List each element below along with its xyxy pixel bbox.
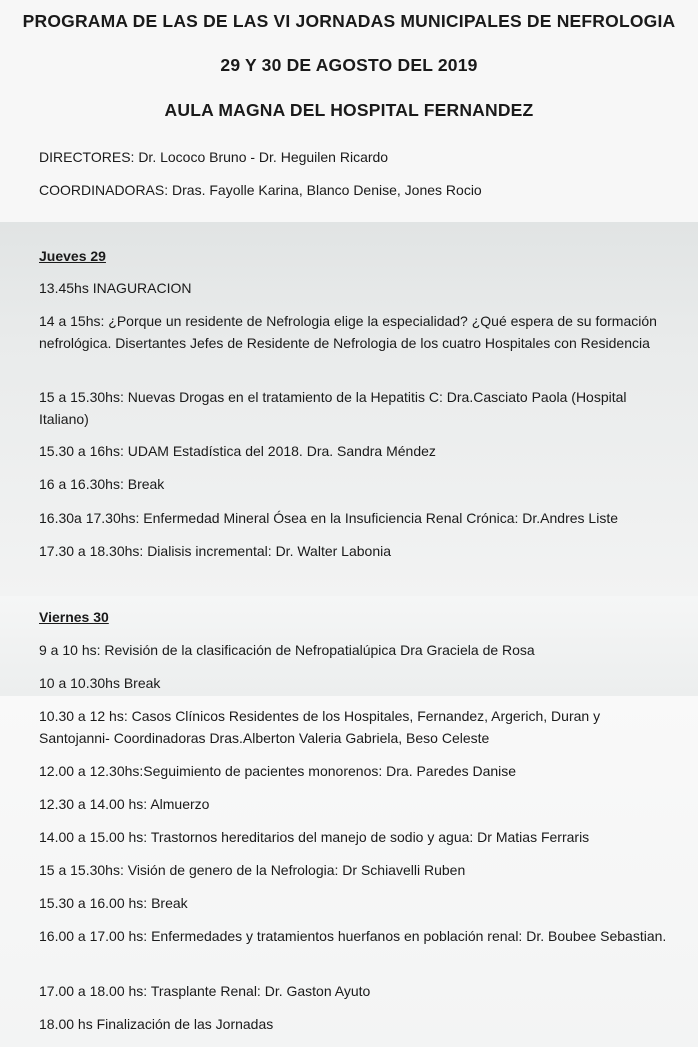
coordinators-line: COORDINADORAS: Dras. Fayolle Karina, Blanco Denise, Jones Rocio bbox=[39, 182, 482, 198]
schedule-item: 17.00 a 18.00 hs: Trasplante Renal: Dr. Gaston Ayuto bbox=[39, 983, 371, 999]
thursday-heading: Jueves 29 bbox=[39, 248, 106, 264]
program-dates: 29 Y 30 DE AGOSTO DEL 2019 bbox=[220, 55, 478, 75]
schedule-item: 12.00 a 12.30hs:Seguimiento de pacientes monorenos: Dra. Paredes Danise bbox=[39, 763, 517, 779]
schedule-item: 17.30 a 18.30hs: Dialisis incremental: Dr. Walter Labonia bbox=[39, 543, 391, 559]
schedule-item: 14 a 15hs: ¿Porque un residente de Nefrologia elige la especialidad? ¿Qué espera de su formación nefrológica. Disertantes Jefes de Residente de Nefrologia de los cuatro Hospitales con Residencia bbox=[39, 313, 657, 351]
schedule-item: 16.30a 17.30hs: Enfermedad Mineral Ósea en la Insuficiencia Renal Crónica: Dr.Andres Liste bbox=[39, 510, 618, 526]
program-title: PROGRAMA DE LAS DE LAS VI JORNADAS MUNICIPALES DE NEFROLOGIA bbox=[22, 11, 676, 31]
schedule-item: 9 a 10 hs: Revisión de la clasificación de Nefropatialúpica Dra Graciela de Rosa bbox=[39, 642, 535, 658]
schedule-item: 15.30 a 16hs: UDAM Estadística del 2018. Dra. Sandra Méndez bbox=[39, 443, 436, 459]
program-venue: AULA MAGNA DEL HOSPITAL FERNANDEZ bbox=[164, 100, 534, 120]
schedule-item: 13.45hs INAGURACION bbox=[39, 280, 192, 296]
schedule-item: 18.00 hs Finalización de las Jornadas bbox=[39, 1016, 274, 1032]
schedule-item: 14.00 a 15.00 hs: Trastornos hereditarios del manejo de sodio y agua: Dr Matias Ferraris bbox=[39, 829, 590, 845]
schedule-item: 10.30 a 12 hs: Casos Clínicos Residentes de los Hospitales, Fernandez, Argerich, Duran y Santojanni- Coordinadoras Dras.Alberton Valeria Gabriela, Beso Celeste bbox=[39, 708, 601, 746]
friday-heading: Viernes 30 bbox=[39, 609, 109, 625]
schedule-item: 15 a 15.30hs: Visión de genero de la Nefrologia: Dr Schiavelli Ruben bbox=[39, 862, 466, 878]
schedule-item: 10 a 10.30hs Break bbox=[39, 675, 161, 691]
schedule-item: 15.30 a 16.00 hs: Break bbox=[39, 895, 188, 911]
schedule-item: 16 a 16.30hs: Break bbox=[39, 476, 165, 492]
schedule-item: 12.30 a 14.00 hs: Almuerzo bbox=[39, 796, 210, 812]
schedule-item: 16.00 a 17.00 hs: Enfermedades y tratamientos huerfanos en población renal: Dr. Boubee Sebastian. bbox=[39, 928, 667, 944]
directors-line: DIRECTORES: Dr. Lococo Bruno - Dr. Heguilen Ricardo bbox=[39, 149, 389, 165]
schedule-item: 15 a 15.30hs: Nuevas Drogas en el tratamiento de la Hepatitis C: Dra.Casciato Paola (Hospital Italiano) bbox=[39, 389, 627, 427]
